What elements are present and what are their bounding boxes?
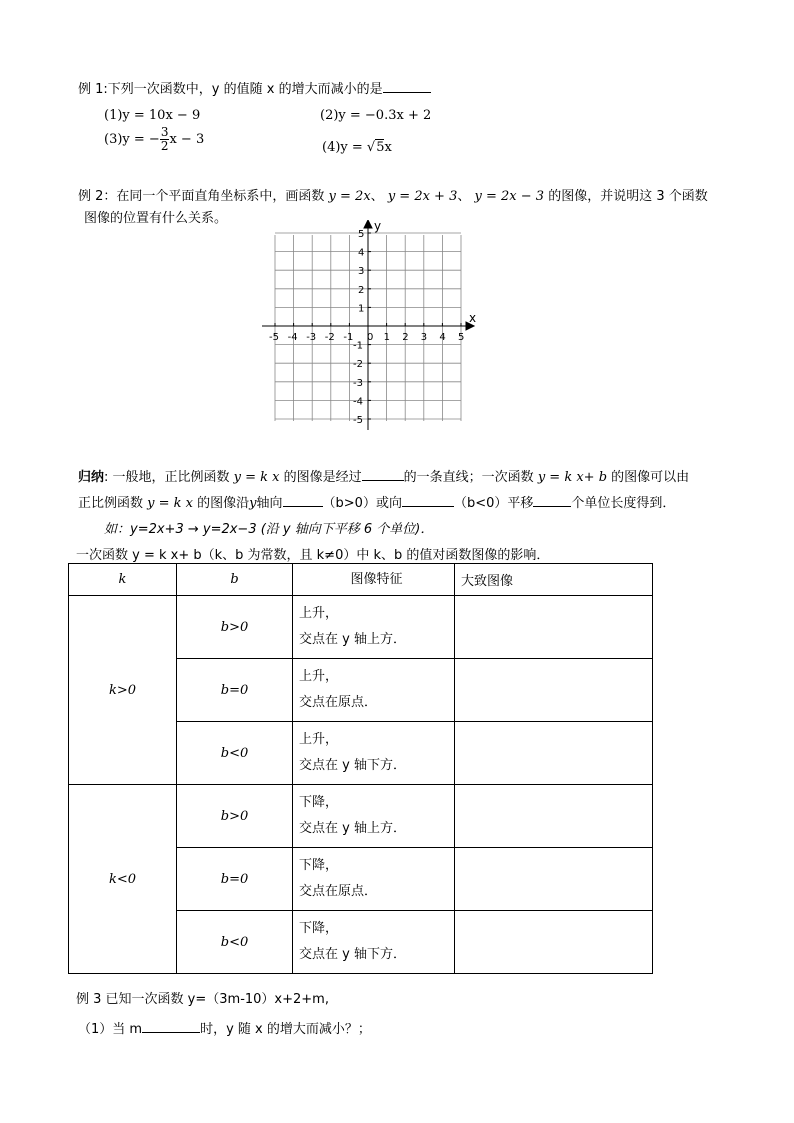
y-tick-label: 3	[358, 266, 365, 278]
x-tick-label: -5	[269, 332, 279, 343]
answer-blank[interactable]	[283, 494, 323, 507]
summary-lead: 归纳	[78, 470, 105, 485]
b-cell: b<0	[177, 911, 293, 974]
x-tick-label: -4	[287, 332, 298, 343]
table-intro: 一次函数 y = k x+ b（k、b 为常数，且 k≠0）中 k、b 的值对函数图像的影响．	[76, 548, 550, 563]
radicand: 5	[376, 140, 385, 155]
b-cell: b>0	[177, 596, 293, 659]
fraction-three-halves	[160, 126, 170, 153]
y-tick-label: 2	[358, 284, 365, 296]
example-1-prompt	[78, 78, 431, 97]
question-text: （1）当 m	[78, 1022, 143, 1037]
example-3-question-1	[78, 1018, 371, 1037]
x-tick-label: -2	[324, 332, 335, 343]
y-axis-label: y	[374, 220, 382, 233]
y-tick-label: -4	[353, 396, 363, 408]
x-tick-label: 3	[420, 332, 428, 343]
feature-cell	[293, 785, 455, 848]
feature-line-1: 上升，	[299, 606, 339, 621]
summary-text: 轴向	[256, 496, 283, 511]
option-4-suffix: x	[384, 140, 392, 155]
option-1: (1)y = 10x − 9	[104, 108, 201, 123]
feature-cell	[293, 596, 455, 659]
feature-cell	[293, 659, 455, 722]
summary-text: （b>0）或向	[322, 496, 402, 511]
x-axis-label: x	[469, 311, 477, 325]
y-variable: y	[249, 496, 257, 511]
function-2: y = 2x + 3	[387, 189, 458, 204]
feature-cell	[293, 722, 455, 785]
fraction-denominator: 2	[160, 139, 169, 153]
linear-function: y = k x+ b	[537, 470, 608, 485]
summary-text: 的图像可以由	[611, 470, 690, 485]
answer-blank[interactable]	[402, 494, 454, 507]
example-2-text-a: 例 2：在同一个平面直角坐标系中，画函数	[78, 189, 325, 204]
feature-line-2: 交点在原点．	[299, 695, 378, 710]
origin-label: 0	[367, 332, 374, 343]
summary-text: 的图像沿	[197, 496, 250, 511]
sketch-cell[interactable]	[455, 911, 653, 974]
function-3: y = 2x − 3	[474, 189, 545, 204]
summary-text: 个单位长度得到．	[571, 496, 676, 511]
x-tick-label: 4	[439, 332, 446, 343]
answer-blank[interactable]	[533, 494, 571, 507]
sketch-cell[interactable]	[455, 785, 653, 848]
k-b-table	[68, 563, 653, 974]
summary-example: 如：y=2x+3 → y=2x−3 (沿 y 轴向下平移 6 个单位)．	[104, 522, 434, 537]
header-k: k	[69, 564, 177, 596]
example-2-line-2: 图像的位置有什么关系。	[84, 211, 228, 226]
x-tick-label: 1	[383, 332, 390, 343]
x-tick-label: 2	[402, 332, 409, 343]
answer-blank[interactable]	[362, 468, 404, 481]
coordinate-grid	[260, 220, 486, 432]
y-tick-label: -3	[353, 377, 363, 389]
option-4	[322, 140, 392, 155]
proportional-function: y = k x	[147, 496, 193, 511]
b-cell: b>0	[177, 785, 293, 848]
summary-line-1	[78, 466, 689, 485]
header-sketch: 大致图像	[455, 564, 653, 596]
summary-text: 的一条直线；一次函数	[403, 470, 534, 485]
feature-line-2: 交点在 y 轴下方．	[299, 758, 406, 773]
table-row	[69, 596, 653, 659]
function-1: y = 2x	[328, 189, 371, 204]
feature-line-1: 下降，	[299, 795, 339, 810]
b-cell: b=0	[177, 848, 293, 911]
table-header-row	[69, 564, 653, 596]
option-3	[104, 126, 204, 153]
feature-cell	[293, 911, 455, 974]
y-tick-label: -1	[353, 340, 363, 352]
example-1-text: 例 1:下列一次函数中，y 的值随 x 的增大而减小的是	[78, 82, 383, 97]
example-2-text-b: 的图像，并说明这 3 个函数	[548, 189, 708, 204]
x-tick-label: -3	[306, 332, 317, 343]
sketch-cell[interactable]	[455, 722, 653, 785]
b-cell: b=0	[177, 659, 293, 722]
feature-line-1: 上升，	[299, 669, 339, 684]
table-row	[69, 785, 653, 848]
option-3-prefix: (3)y = −	[104, 132, 160, 147]
separator: 、	[370, 189, 384, 204]
sketch-cell[interactable]	[455, 596, 653, 659]
y-tick-label: -5	[353, 415, 363, 426]
example-2-line-1	[78, 185, 708, 204]
option-4-prefix: (4)y = √	[322, 140, 376, 155]
option-3-suffix: x − 3	[169, 132, 205, 147]
header-features: 图像特征	[293, 564, 455, 596]
feature-line-1: 下降，	[299, 921, 339, 936]
sketch-cell[interactable]	[455, 659, 653, 722]
k-positive-cell: k>0	[69, 596, 177, 785]
y-tick-labels	[353, 229, 364, 426]
answer-blank[interactable]	[142, 1020, 200, 1033]
feature-line-1: 下降，	[299, 858, 339, 873]
b-cell: b<0	[177, 722, 293, 785]
separator: 、	[457, 189, 471, 204]
summary-text: 的图像是经过	[283, 470, 362, 485]
summary-text: （b<0）平移	[453, 496, 534, 511]
option-2: (2)y = −0.3x + 2	[320, 108, 432, 123]
header-b: b	[177, 564, 293, 596]
feature-line-1: 上升，	[299, 732, 339, 747]
x-tick-label: 5	[458, 332, 465, 343]
y-tick-label: 5	[358, 229, 365, 240]
feature-cell	[293, 848, 455, 911]
feature-line-2: 交点在 y 轴上方．	[299, 632, 406, 647]
feature-line-2: 交点在 y 轴下方．	[299, 947, 406, 962]
answer-blank[interactable]	[383, 80, 431, 93]
x-tick-label: -1	[343, 332, 354, 343]
question-text: 时，y 随 x 的增大而减小？；	[200, 1022, 371, 1037]
feature-line-2: 交点在 y 轴上方．	[299, 821, 406, 836]
y-tick-label: -2	[353, 359, 363, 371]
example-3-line-1: 例 3 已知一次函数 y=（3m-10）x+2+m,	[76, 992, 329, 1007]
y-tick-label: 1	[358, 303, 365, 315]
y-tick-label: 4	[358, 247, 365, 259]
proportional-function: y = k x	[233, 470, 280, 485]
summary-text: : 一般地，正比例函数	[104, 470, 230, 485]
k-negative-cell: k<0	[69, 785, 177, 974]
summary-line-2	[78, 492, 675, 511]
sketch-cell[interactable]	[455, 848, 653, 911]
y-axis-arrow	[364, 220, 372, 228]
fraction-numerator: 3	[160, 125, 169, 139]
summary-text: 正比例函数	[78, 496, 144, 511]
feature-line-2: 交点在原点．	[299, 884, 378, 899]
